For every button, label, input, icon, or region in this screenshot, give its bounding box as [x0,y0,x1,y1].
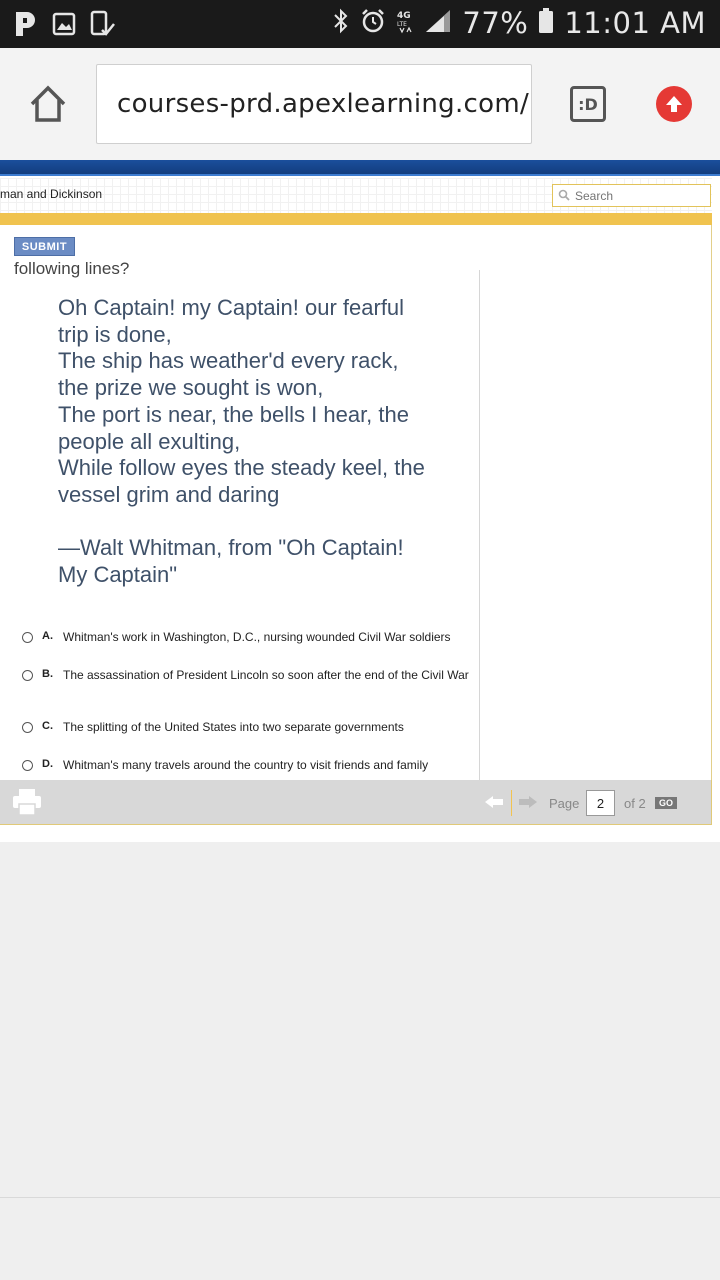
breadcrumb: man and Dickinson [0,187,103,201]
poem-attribution [58,535,404,588]
svg-text:LTE: LTE [397,20,408,28]
bluetooth-icon [332,8,350,39]
pandora-icon [14,10,38,43]
search-input[interactable] [575,187,705,204]
svg-text:4G: 4G [397,10,412,21]
site-header-band [0,160,720,176]
home-button[interactable] [26,82,70,126]
attribution-line: My Captain" [58,561,178,587]
poem-line: While follow eyes the steady keel, the [58,455,425,481]
poem-excerpt [58,295,458,509]
option-letter: B. [42,668,53,680]
option-letter: C. [42,720,53,732]
poem-line: The ship has weather'd every rack, [58,348,399,374]
poem-line: the prize we sought is won, [58,375,324,401]
option-text: The assassination of President Lincoln so soon after the end of the Civil War [63,668,469,682]
notification-icons [14,10,116,43]
system-icons [332,6,706,40]
next-page-button[interactable] [518,795,538,814]
print-button[interactable] [12,788,42,821]
question-pane[interactable] [0,259,480,790]
printer-icon [12,788,42,816]
poem-line: people all exulting, [58,428,241,454]
page-label: Page [549,796,580,811]
battery-percent: 77% [462,6,529,40]
poem-line: trip is done, [58,321,172,347]
previous-page-button[interactable] [484,795,504,814]
page-footer [0,780,712,825]
url-text: courses-prd.apexlearning.com/ [117,89,530,119]
nav-divider [511,790,512,816]
tabs-button[interactable]: :D [570,86,606,122]
radio-button[interactable] [22,670,33,681]
home-icon [26,82,70,126]
network-4g-icon [396,8,414,39]
web-page [0,160,720,842]
search-icon [558,189,570,201]
option-letter: A. [42,630,53,642]
radio-button[interactable] [22,722,33,733]
clock: 11:01 AM [564,6,706,40]
signal-icon [424,8,452,39]
address-bar[interactable] [96,64,532,144]
breadcrumb-row [0,178,712,214]
search-box[interactable] [552,184,711,207]
poem-line: vessel grim and daring [58,481,280,507]
arrow-up-icon [664,94,684,114]
arrow-left-icon [484,795,504,809]
browser-toolbar [0,48,720,160]
activity-toolbar [0,213,712,225]
poem-line: The port is near, the bells I hear, the [58,401,409,427]
upload-button[interactable] [656,86,692,122]
go-button[interactable]: GO [655,797,677,809]
image-icon [52,11,76,42]
page-bottom-divider [0,1197,720,1198]
status-bar [0,0,720,48]
question-text: following lines? [14,259,130,278]
option-text: Whitman's work in Washington, D.C., nursing wounded Civil War soldiers [63,630,451,644]
alarm-icon [360,8,386,39]
arrow-right-icon [518,795,538,809]
radio-button[interactable] [22,632,33,643]
battery-icon [538,7,554,40]
page-number-input[interactable] [586,790,615,816]
attribution-line: —Walt Whitman, from "Oh Captain! [58,535,404,560]
question-frame [0,225,712,825]
option-text: Whitman's many travels around the country to visit friends and family [63,758,429,772]
poem-line: Oh Captain! my Captain! our fearful [58,295,405,320]
radio-button[interactable] [22,760,33,771]
submit-button[interactable]: SUBMIT [14,237,75,256]
option-letter: D. [42,758,53,770]
device-check-icon [90,10,116,43]
page-count-label: of 2 [624,796,646,811]
option-text: The splitting of the United States into two separate governments [63,720,404,734]
